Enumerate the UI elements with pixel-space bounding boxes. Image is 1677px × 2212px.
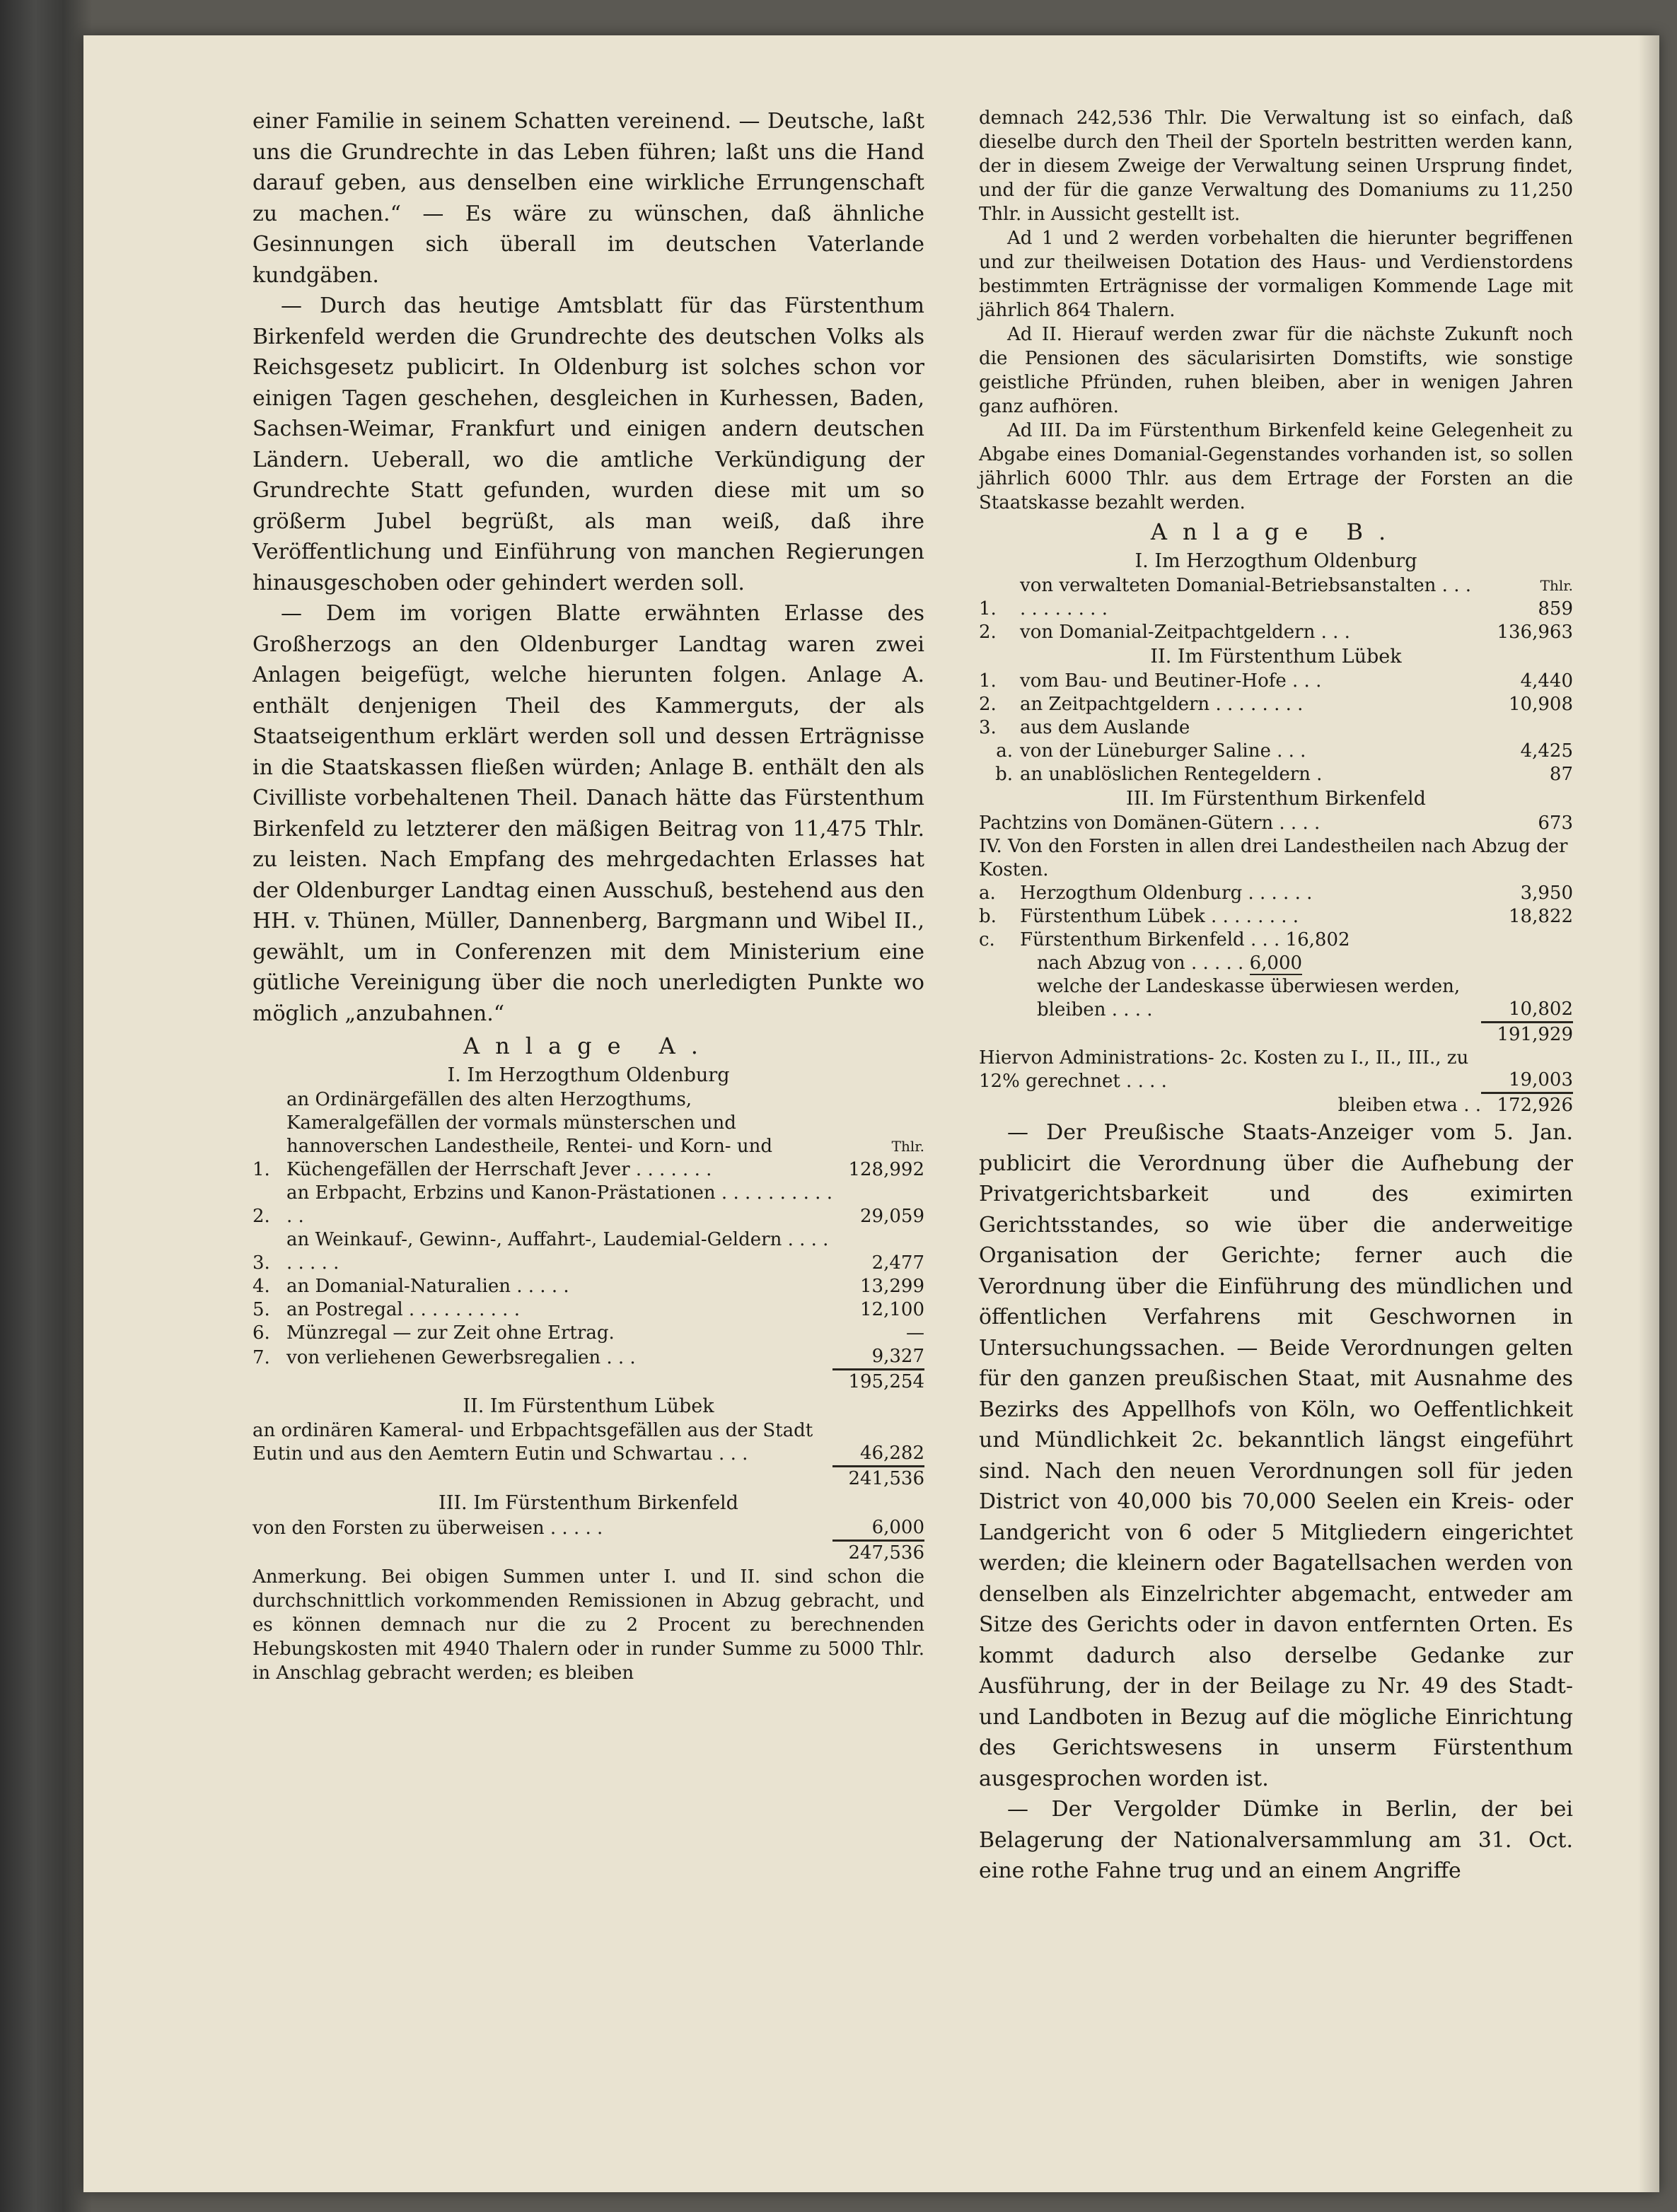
item-number: 1. bbox=[979, 670, 997, 692]
item-value: 2,477 bbox=[871, 1252, 924, 1274]
table-row bbox=[253, 1419, 924, 1466]
item-text: Herzogthum Oldenburg . . . . . . bbox=[1020, 883, 1313, 904]
table-row bbox=[979, 740, 1573, 763]
anlage-a-heading: Anlage A. bbox=[463, 1032, 714, 1059]
item-value: 19,003 bbox=[1509, 1069, 1573, 1090]
item-text: an Erbpacht, Erbzins und Kanon-Prästationen . . . . . . . . . . . . bbox=[286, 1182, 832, 1227]
section-title-row bbox=[979, 786, 1573, 812]
item-number: c. bbox=[979, 929, 995, 950]
item-value: 18,822 bbox=[1509, 906, 1573, 927]
item-text: an Ordinärgefällen des alten Herzogthums, Kameralgefällen der vormals münsterschen und hannoverschen Landestheile, Rentei- und Korn- und Küchengefällen der Herrschaft Jever . . . . . . . bbox=[286, 1089, 772, 1180]
paragraph-duemke: — Der Vergolder Dümke in Berlin, der bei Belagerung der Nationalversammlung am 31. Oct. eine rothe Fahne trug und an einem Angriffe bbox=[979, 1797, 1573, 1883]
item-value: 3,950 bbox=[1520, 883, 1573, 904]
table-row bbox=[979, 975, 1573, 1022]
item-number: 7. bbox=[253, 1346, 270, 1368]
item-text: vom Bau- und Beutiner-Hofe . . . bbox=[1020, 670, 1322, 692]
item-text: an Zeitpachtgeldern . . . . . . . . bbox=[1020, 694, 1304, 715]
item-number: a. bbox=[979, 883, 996, 904]
item-text: von verwalteten Domanial-Betriebsanstalten . . . . . . . . . . . bbox=[1020, 575, 1472, 619]
item-value: 6,000 bbox=[871, 1516, 924, 1538]
item-text: an Postregal . . . . . . . . . . bbox=[286, 1299, 520, 1320]
anlage-a-section1-title: I. Im Herzogthum Oldenburg bbox=[447, 1064, 730, 1086]
item-number: b. bbox=[995, 764, 1013, 785]
table-row bbox=[979, 929, 1573, 952]
item-value: 136,963 bbox=[1497, 622, 1573, 643]
item-value: — bbox=[906, 1322, 924, 1344]
item-number: 6. bbox=[253, 1322, 270, 1344]
table-row bbox=[253, 1182, 924, 1228]
paragraph-verwaltung: demnach 242,536 Thlr. Die Verwaltung ist so einfach, daß dieselbe durch den Theil der Sporteln bestritten werden kann, der in diesem Zweige der Verwaltung seinen Ursprung findet, und der für die ganze Verwaltung des Domaniums zu 11,250 Thlr. in Aussicht gestellt ist. bbox=[979, 107, 1573, 225]
item-text: bleiben etwa . . bbox=[1337, 1095, 1481, 1116]
inner-value: 16,802 bbox=[1285, 929, 1350, 950]
table-row bbox=[979, 905, 1573, 929]
page-shadow-edge bbox=[1638, 35, 1659, 2192]
table-row bbox=[979, 952, 1573, 975]
table-row bbox=[253, 1345, 924, 1370]
item-value: 9,327 bbox=[871, 1346, 924, 1367]
item-number: 1. bbox=[979, 598, 997, 619]
item-text: von verliehenen Gewerbsregalien . . . bbox=[286, 1346, 636, 1368]
table-row bbox=[253, 1298, 924, 1322]
item-text: Fürstenthum Birkenfeld . . . 16,802 bbox=[1020, 929, 1350, 950]
anlage-a-section3-title: III. Im Fürstenthum Birkenfeld bbox=[439, 1491, 738, 1514]
table-row bbox=[979, 621, 1573, 644]
item-text: an Weinkauf-, Gewinn-, Auffahrt-, Laudemial-Geldern . . . . . . . . . bbox=[286, 1229, 829, 1274]
item-text: von den Forsten zu überweisen . . . . . bbox=[253, 1518, 603, 1539]
paragraph-amtsblatt: — Durch das heutige Amtsblatt für das Fürstenthum Birkenfeld werden die Grundrechte des deutschen Volks als Reichsgesetz publicirt. In Oldenburg ist solches schon vor einigen Tagen geschehen, desgleichen in Kurhessen, Baden, Sachsen-Weimar, Frankfurt und einigen andern deutschen Ländern. Ueberall, wo die amtliche Verkündigung der Grundrechte Statt gefunden, wurden diese mit um so größerm Jubel begrüßt, als man weiß, daß ihre Veröffentlichung und Einführung von manchen Regierungen hinausgeschoben oder gehindert werden soll. bbox=[253, 293, 924, 595]
item-value: Thlr. 128,992 bbox=[832, 1088, 924, 1182]
subtotal-row bbox=[253, 1466, 924, 1491]
item-number: 2. bbox=[253, 1206, 270, 1227]
section-title-row bbox=[979, 644, 1573, 670]
table-row bbox=[979, 693, 1573, 716]
item-number: 3. bbox=[253, 1252, 270, 1274]
item-text: an Domanial-Naturalien . . . . . bbox=[286, 1276, 569, 1297]
remaining-value: 172,926 bbox=[1481, 1093, 1573, 1118]
table-row bbox=[253, 1275, 924, 1298]
item-number: 1. bbox=[253, 1159, 270, 1180]
item-text: Fürstenthum Lübek . . . . . . . . bbox=[1020, 906, 1299, 927]
item-text: aus dem Auslande bbox=[1020, 717, 1190, 738]
anlage-b-heading: Anlage B. bbox=[1150, 518, 1402, 545]
table-row bbox=[979, 882, 1573, 905]
anlage-b-table bbox=[979, 574, 1573, 1117]
paragraph-staats-anzeiger: — Der Preußische Staats-Anzeiger vom 5. Jan. publicirt die Verordnung über die Aufhebung der Privatgerichtsbarkeit und des eximirten Gerichtsstandes, so wie über die anderweitige Organisation der Gerichte; ferner auch die Verordnung über die Einführung des mündlichen und öffentlichen Verfahrens mit Geschwornen in Untersuchungssachen. — Beide Verordnungen gelten für den ganzen preußischen Staat, mit Ausnahme des Bezirks des Appellhofs von Köln, wo Oeffentlichkeit und Mündlichkeit 2c. bekanntlich längst eingeführt sind. Nach den neuen Verordnungen soll für jeden District von 40,000 bis 70,000 Seelen ein Kreis- oder Landgericht von 6 oder 5 Mitgliedern eingerichtet werden; die kleinern oder Bagatellsachen werden von denselben als Einzelrichter abgemacht, entweder am Sitze des Gerichts oder in davon entfernten Orten. Es kommt dadurch also derselbe Gedanke zur Ausführung, der in der Beilage zu Nr. 49 des Stadt- und Landboten in Bezug auf die mögliche Einrichtung des Gerichtswesens in unserm Fürstenthum ausgesprochen worden ist. bbox=[979, 1120, 1573, 1791]
item-value: 87 bbox=[1549, 764, 1573, 785]
anlage-b-section3-title: III. Im Fürstenthum Birkenfeld bbox=[1126, 788, 1426, 810]
right-column bbox=[979, 106, 1573, 1887]
item-value: 4,440 bbox=[1520, 670, 1573, 692]
section-title-row bbox=[253, 1491, 924, 1516]
paragraph-erlass: — Dem im vorigen Blatte erwähnten Erlasse des Großherzogs an den Oldenburger Landtag waren zwei Anlagen beigefügt, welche hierunten folgen. Anlage A. enthält denjenigen Theil des Kammerguts, der als Staatseigenthum erklärt werden soll und dessen Erträgnisse in die Staatskassen fließen würden; Anlage B. enthält den als Civilliste vorbehaltenen Theil. Danach hätte das Fürstenthum Birkenfeld zu letzterer den mäßigen Beitrag von 11,475 Thlr. zu leisten. Nach Empfang des mehrgedachten Erlasses hat der Oldenburger Landtag einen Ausschuß, bestehend aus den HH. v. Thünen, Müller, Dannenberg, Bargmann und Wibel II., gewählt, um in Conferenzen mit dem Ministerium eine gütliche Vereinigung über die noch unerledigten Punkte wo möglich „anzubahnen.“ bbox=[253, 601, 924, 1026]
item-value: Thlr. 859 bbox=[1481, 574, 1573, 621]
unit-label: Thlr. bbox=[1540, 577, 1573, 594]
total-row bbox=[979, 1093, 1573, 1118]
item-value: 46,282 bbox=[860, 1442, 924, 1464]
subtotal-value: 241,536 bbox=[832, 1466, 924, 1491]
item-text: von Domanial-Zeitpachtgeldern . . . bbox=[1020, 622, 1350, 643]
item-number: 2. bbox=[979, 694, 997, 715]
item-text: an ordinären Kameral- und Erbpachtsgefällen aus der Stadt Eutin und aus den Aemtern Eutin und Schwartau . . . bbox=[253, 1420, 813, 1465]
inner-value: 6,000 bbox=[1249, 953, 1303, 974]
total-row bbox=[979, 1022, 1573, 1047]
table-row bbox=[979, 763, 1573, 786]
item-text: welche der Landeskasse überwiesen werden, bleiben . . . . bbox=[1037, 976, 1461, 1020]
table-row bbox=[979, 716, 1573, 740]
item-text: Münzregal — zur Zeit ohne Ertrag. bbox=[286, 1322, 615, 1344]
item-text: Pachtzins von Domänen-Gütern . . . . bbox=[979, 813, 1321, 834]
item-text: Hiervon Administrations- 2c. Kosten zu I., II., III., zu 12% gerechnet . . . . bbox=[979, 1047, 1469, 1092]
item-number: 5. bbox=[253, 1299, 270, 1320]
total-value: 247,536 bbox=[832, 1540, 924, 1565]
item-number: 2. bbox=[979, 622, 997, 643]
item-value: 10,908 bbox=[1509, 694, 1573, 715]
left-column bbox=[253, 106, 924, 1685]
item-number: 3. bbox=[979, 717, 997, 738]
item-text: von der Lüneburger Saline . . . bbox=[1020, 740, 1306, 762]
table-row bbox=[253, 1322, 924, 1345]
table-row bbox=[979, 670, 1573, 693]
table-row bbox=[253, 1228, 924, 1275]
anlage-a-table bbox=[253, 1088, 924, 1565]
paragraph-ad1: Ad 1 und 2 werden vorbehalten die hierunter begriffenen und zur theilweisen Dotation des Haus- und Verdienstordens bestimmten Erträgnisse der vormaligen Kommende Lage mit jährlich 864 Thalern. bbox=[979, 228, 1573, 321]
item-value: 12,100 bbox=[860, 1299, 924, 1320]
anlage-b-section2-title: II. Im Fürstenthum Lübek bbox=[1150, 646, 1402, 668]
total-value: 191,929 bbox=[1481, 1022, 1573, 1047]
paragraph-grundrechte-appeal: einer Familie in seinem Schatten vereinend. — Deutsche, laßt uns die Grundrechte in das Leben führen; laßt uns die Hand darauf geben, aus denselben eine wirkliche Errungenschaft zu machen.“ — Es wäre zu wünschen, daß ähnliche Gesinnungen sich überall im deutschen Vaterlande kundgäben. bbox=[253, 109, 924, 288]
item-value: 13,299 bbox=[860, 1276, 924, 1297]
table-row bbox=[979, 574, 1573, 621]
item-value: 4,425 bbox=[1520, 740, 1573, 762]
paragraph-ad3: Ad III. Da im Fürstenthum Birkenfeld keine Gelegenheit zu Abgabe eines Domanial-Gegenstandes vorhanden ist, so sollen jährlich 6000 Thlr. aus dem Ertrage der Forsten an die Staatskasse bezahlt werden. bbox=[979, 420, 1573, 513]
item-value: 673 bbox=[1538, 813, 1573, 834]
item-value: 10,802 bbox=[1509, 998, 1573, 1020]
anlage-b-section4-title: IV. Von den Forsten in allen drei Landestheilen nach Abzug der Kosten. bbox=[979, 836, 1568, 880]
unit-label: Thlr. bbox=[891, 1138, 924, 1155]
section-title-row bbox=[979, 835, 1573, 882]
subtotal-value: 195,254 bbox=[832, 1370, 924, 1395]
section-title-row bbox=[253, 1394, 924, 1419]
table-row bbox=[253, 1516, 924, 1541]
anlage-a-note: Anmerkung. Bei obigen Summen unter I. und II. sind schon die durchschnittlich vorkommenden Remissionen in Abzug gebracht, und es können demnach nur die zu 2 Procent zu berechnenden Hebungskosten mit 4940 Thalern oder in runder Summe zu 5000 Thlr. in Anschlag gebracht werden; es bleiben bbox=[253, 1566, 924, 1684]
item-text: an unablöslichen Rentegeldern . bbox=[1020, 764, 1323, 785]
item-number: a. bbox=[996, 740, 1013, 762]
item-value bbox=[1481, 716, 1573, 740]
table-row bbox=[979, 1047, 1573, 1093]
item-text: nach Abzug von . . . . . 6,000 bbox=[1037, 953, 1303, 974]
table-row bbox=[979, 812, 1573, 835]
paragraph-ad2: Ad II. Hierauf werden zwar für die nächste Zukunft noch die Pensionen des säcularisirten Domstifts, wie sonstige geistliche Pfründen, ruhen bleiben, aber in wenigen Jahren ganz aufhören. bbox=[979, 324, 1573, 417]
anlage-b-section1-title: I. Im Herzogthum Oldenburg bbox=[1135, 550, 1417, 572]
item-number: 4. bbox=[253, 1276, 270, 1297]
table-row bbox=[253, 1088, 924, 1182]
total-row bbox=[253, 1540, 924, 1565]
anlage-a-section2-title: II. Im Fürstenthum Lübek bbox=[463, 1395, 714, 1417]
item-number: b. bbox=[979, 906, 997, 927]
subtotal-row bbox=[253, 1370, 924, 1395]
item-value: 29,059 bbox=[860, 1206, 924, 1227]
